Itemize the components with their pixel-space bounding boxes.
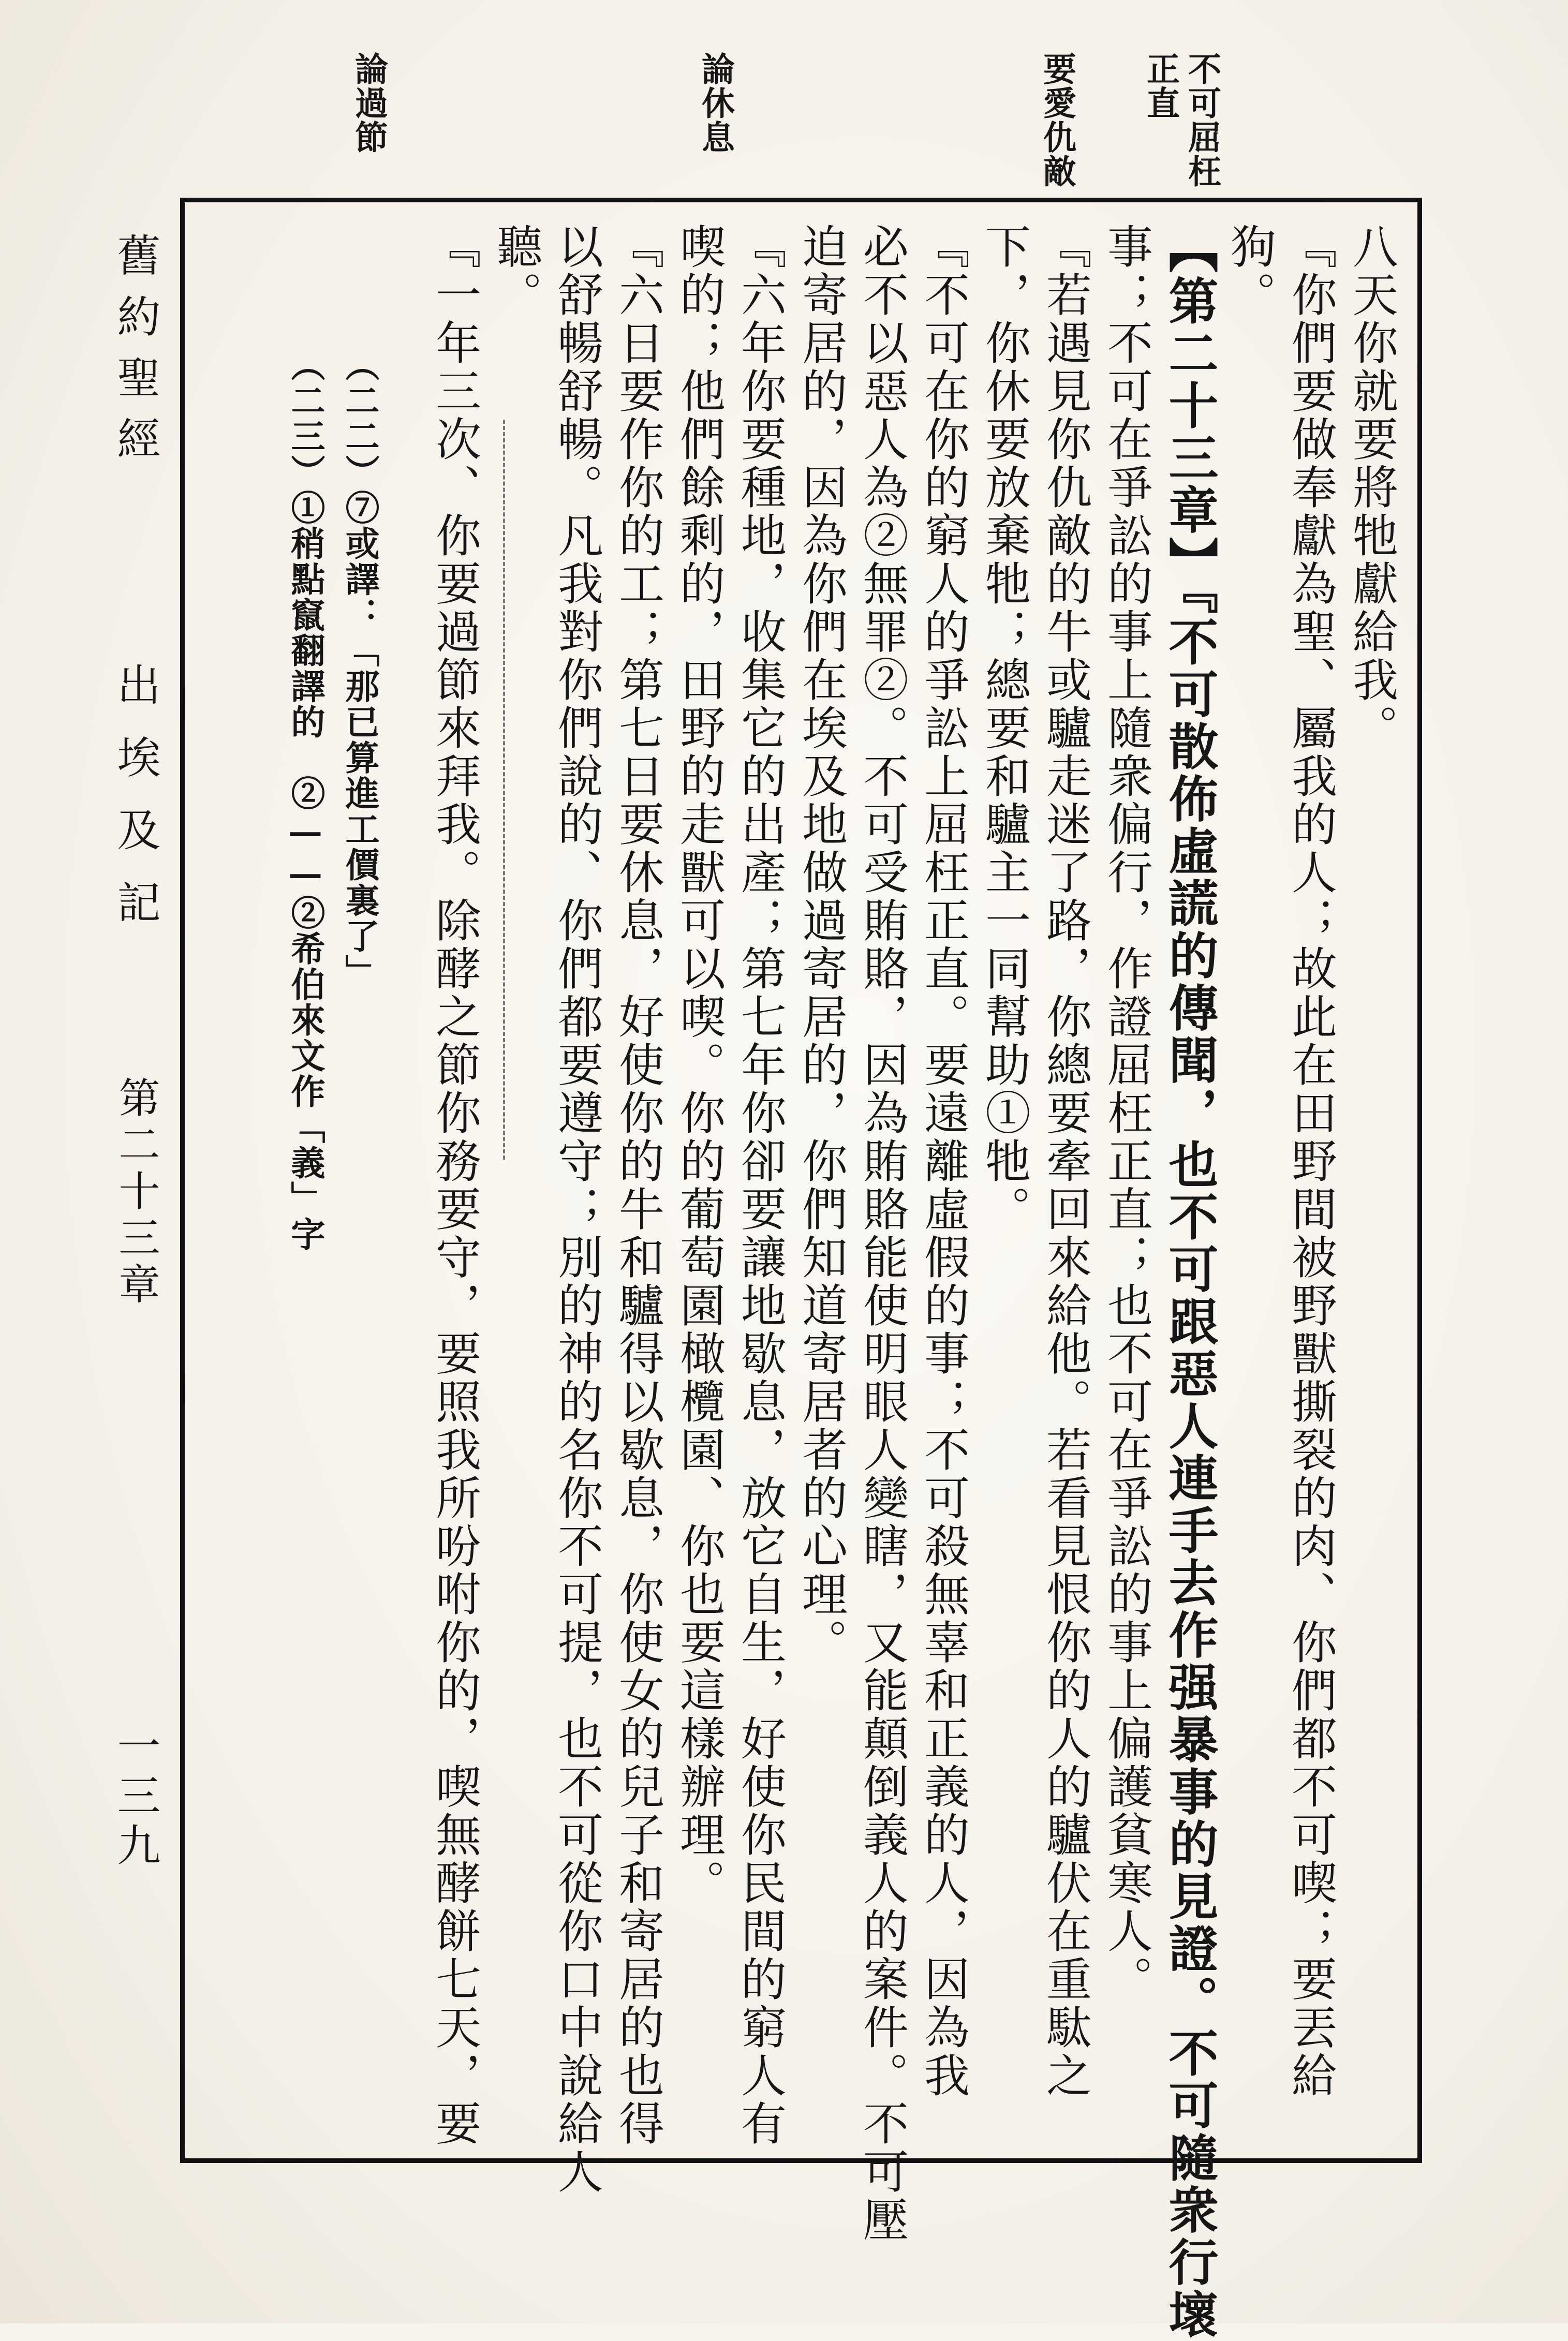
body-column-6: 『若遇見你仇敵的牛或驢走迷了路，你總要牽回來給他。若看見恨你的人的驢伏在重駄之 xyxy=(1039,223,1092,2100)
running-title: 舊約聖經 xyxy=(110,233,161,477)
margin-note-no-perversion: 不可屈枉 xyxy=(1182,52,1221,188)
footnote-2: （二三）①稍點竄翻譯的 ②——②希伯來文作「義」字 xyxy=(285,347,326,1252)
book-name: 出埃及記 xyxy=(110,662,161,952)
body-column-15: 聽。 xyxy=(490,223,543,319)
body-column-11: 『六年你要種地，收集它的出產；第七年你卻要讓地歇息，放它自生，好使你民間的窮人有 xyxy=(734,223,787,2148)
margin-note-on-festivals: 論過節 xyxy=(349,52,388,154)
body-column-14: 以舒暢舒暢。凡我對你們說的、你們都要遵守；別的神的名你不可提，也不可從你口中說給人 xyxy=(551,223,604,2196)
body-column-10: 迫寄居的，因為你們在埃及地做過寄居的，你們知道寄居者的心理。 xyxy=(795,223,848,1667)
body-column-5: 事；不可在爭訟的事上隨衆偏行，作證屈枉正直；也不可在爭訟的事上偏護貧寒人。 xyxy=(1100,223,1153,2004)
margin-note-on-rest: 論休息 xyxy=(696,52,735,154)
footnote-1: （二二）⑦或譯：「那已算進工價裏了」 xyxy=(339,347,380,990)
page-number: 一三九 xyxy=(110,1723,161,1872)
body-column-12: 喫的；他們餘剩的，田野的走獸可以喫。你的葡萄園橄欖園、你也要這樣辦理。 xyxy=(673,223,726,1907)
text-frame xyxy=(180,198,1422,2341)
body-column-3: 狗。 xyxy=(1223,223,1277,319)
chapter-label: 第二十三章 xyxy=(112,1076,160,1309)
margin-note-upright: 正直 xyxy=(1141,52,1180,120)
body-column-16: 『一年三次、你要過節來拜我。除酵之節你務要守，要照我所吩咐你的，喫無酵餅七天，要 xyxy=(428,223,482,2148)
chapter-heading-column: 【第二十三章】『不可散佈虛謊的傳聞，也不可跟惡人連手去作强暴事的見證。不可隨衆行壞 xyxy=(1161,223,1219,2341)
body-column-9: 必不以惡人為②無罪②。不可受賄賂，因為賄賂能使明眼人變瞎，又能顛倒義人的案件。不可壓 xyxy=(856,223,909,2244)
body-column-2: 『你們要做奉獻為聖、屬我的人；故此在田野間被野獸撕裂的肉、你們都不可喫；要丟給 xyxy=(1284,223,1338,2100)
body-column-13: 『六日要作你的工；第七日要休息，好使你的牛和驢得以歇息，你使女的兒子和寄居的也得 xyxy=(612,223,665,2148)
body-column-7: 下，你休要放棄牠；總要和驢主一同幫助①牠。 xyxy=(978,223,1031,1234)
body-column-8: 『不可在你的窮人的爭訟上屈枉正直。要遠離虛假的事；不可殺無辜和正義的人，因為我 xyxy=(917,223,970,2100)
margin-note-love-enemies: 要愛仇敵 xyxy=(1038,52,1076,188)
footnote-divider xyxy=(503,420,505,1160)
body-column-1: 八天你就要將牠獻給我。 xyxy=(1345,223,1399,752)
